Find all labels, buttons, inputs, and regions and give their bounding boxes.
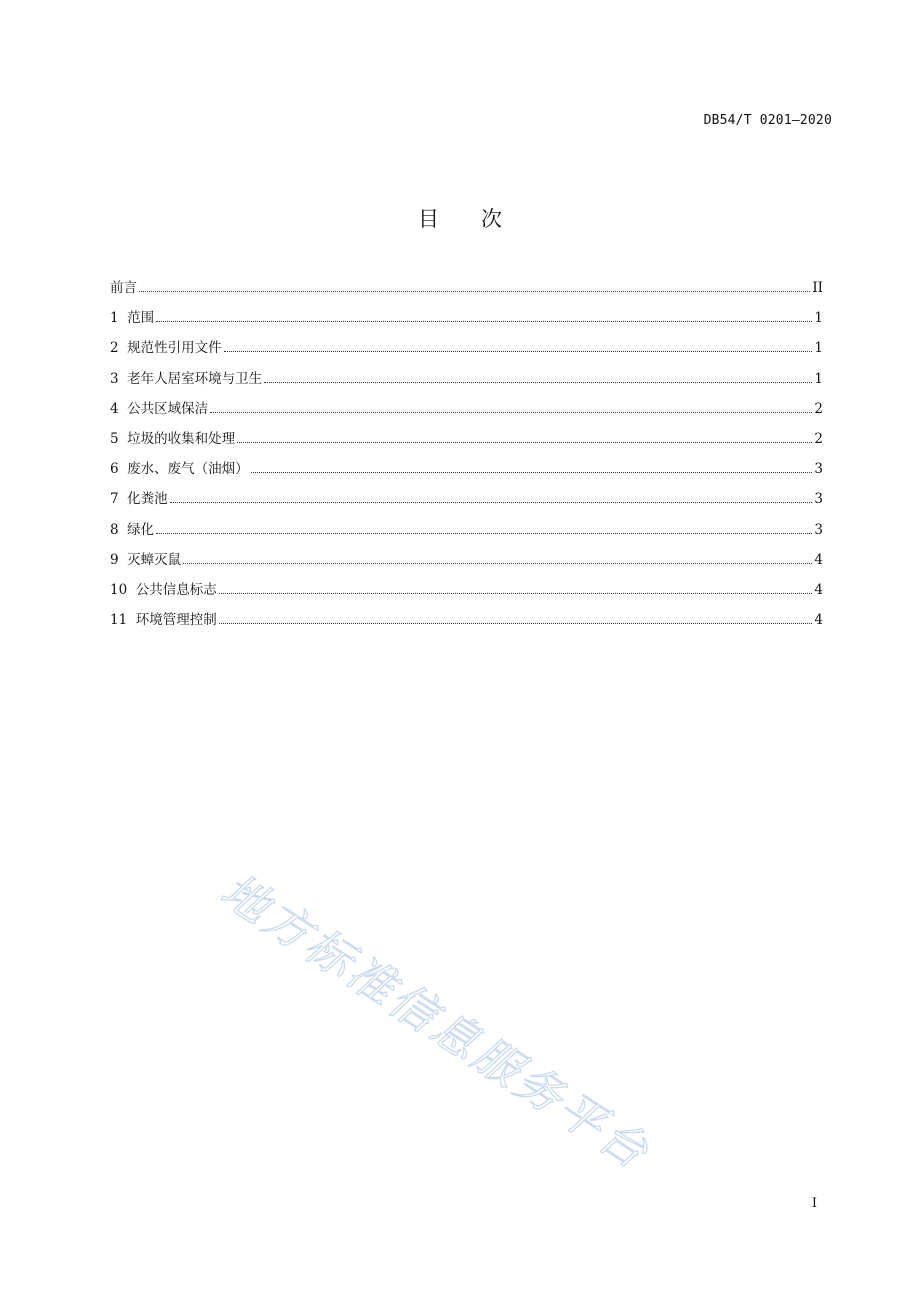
toc-entry[interactable]: [110, 459, 823, 489]
toc-entry-page: 4: [814, 551, 823, 568]
toc-leader-dots: [139, 291, 810, 292]
page-title: [0, 203, 920, 233]
toc-entry-number: 10: [110, 581, 136, 598]
toc-entry-number: 7: [110, 491, 128, 508]
toc-leader-dots: [219, 623, 813, 624]
toc-leader-dots: [264, 382, 812, 383]
toc-entry-label: 范围: [127, 310, 155, 327]
toc-entry-number: 2: [110, 340, 128, 357]
toc-entry-label: 老年人居室环境与卫生: [127, 370, 263, 387]
toc-entry[interactable]: [110, 429, 823, 459]
toc-entry[interactable]: [110, 610, 823, 640]
toc-entry-number: 11: [110, 612, 136, 629]
toc-entry-label: 垃圾的收集和处理: [127, 430, 236, 447]
standard-code: DB54/T 0201—2020: [703, 113, 832, 128]
toc-entry-label: 废水、废气（油烟）: [127, 461, 249, 478]
table-of-contents: [110, 278, 823, 640]
toc-entry-label: 化粪池: [127, 491, 168, 508]
toc-entry-page: 3: [814, 521, 823, 538]
toc-entry-label: 灭蟑灭鼠: [127, 551, 182, 568]
title-char-2: 次: [481, 207, 502, 231]
toc-leader-dots: [224, 351, 813, 352]
watermark: 地方标准信息服务平台: [211, 862, 661, 1181]
toc-entry[interactable]: [110, 520, 823, 550]
toc-entry-label: 环境管理控制: [135, 612, 217, 629]
toc-entry-number: 9: [110, 551, 128, 568]
toc-entry-page: 1: [814, 340, 823, 357]
title-char-1: 目: [418, 207, 439, 231]
toc-entry[interactable]: [110, 369, 823, 399]
toc-entry-label: 绿化: [127, 521, 155, 538]
toc-entry-number: 8: [110, 521, 128, 538]
toc-entry[interactable]: [110, 550, 823, 580]
toc-entry[interactable]: [110, 338, 823, 368]
toc-entry-number: 6: [110, 461, 128, 478]
toc-entry-page: 1: [814, 310, 823, 327]
toc-entry-label: 公共信息标志: [135, 581, 217, 598]
toc-entry[interactable]: [110, 580, 823, 610]
toc-entry-number: 4: [110, 400, 128, 417]
toc-leader-dots: [251, 472, 813, 473]
toc-entry-page: 2: [814, 400, 823, 417]
toc-entry-page: 4: [814, 612, 823, 629]
toc-entry-number: 3: [110, 370, 128, 387]
toc-entry-page: 1: [814, 370, 823, 387]
toc-leader-dots: [156, 533, 812, 534]
toc-entry-label: 规范性引用文件: [127, 340, 222, 357]
toc-leader-dots: [219, 593, 813, 594]
toc-leader-dots: [170, 502, 813, 503]
toc-entry-page: II: [812, 280, 823, 296]
toc-entry-label: 前言: [110, 280, 137, 296]
toc-entry-page: 2: [814, 430, 823, 447]
toc-entry[interactable]: [110, 308, 823, 338]
toc-leader-dots: [237, 442, 812, 443]
toc-leader-dots: [210, 412, 812, 413]
toc-entry-page: 3: [814, 491, 823, 508]
toc-entry[interactable]: [110, 489, 823, 519]
toc-entry-label: 公共区域保洁: [127, 400, 209, 417]
toc-entry[interactable]: [110, 278, 823, 308]
toc-entry-number: 5: [110, 430, 128, 447]
page-number: I: [811, 1196, 817, 1211]
toc-entry-page: 4: [814, 581, 823, 598]
toc-leader-dots: [156, 321, 812, 322]
toc-entry-number: 1: [110, 310, 128, 327]
toc-entry[interactable]: [110, 399, 823, 429]
toc-leader-dots: [183, 563, 812, 564]
toc-entry-page: 3: [814, 461, 823, 478]
